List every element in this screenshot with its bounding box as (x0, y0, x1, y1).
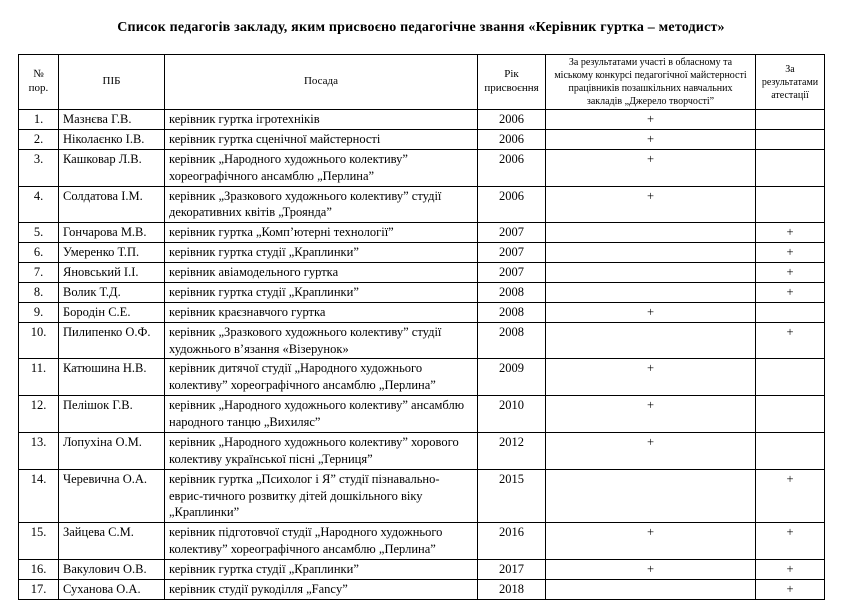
row-contest-mark (546, 322, 756, 359)
row-position: керівник студії рукоділля „Fancy” (165, 579, 478, 599)
row-attestation-mark: + (756, 560, 825, 580)
row-number: 11. (19, 359, 59, 396)
row-attestation-mark (756, 302, 825, 322)
row-attestation-mark: + (756, 579, 825, 599)
row-contest-mark: + (546, 110, 756, 130)
row-year: 2009 (478, 359, 546, 396)
row-year: 2008 (478, 322, 546, 359)
row-number: 3. (19, 149, 59, 186)
row-attestation-mark (756, 359, 825, 396)
row-position: керівник авіамодельного гуртка (165, 263, 478, 283)
table-row (19, 263, 825, 283)
row-attestation-mark: + (756, 469, 825, 523)
table-row (19, 432, 825, 469)
row-person-name: Суханова О.А. (59, 579, 165, 599)
row-attestation-mark (756, 432, 825, 469)
table-row (19, 469, 825, 523)
row-person-name: Лопухіна О.М. (59, 432, 165, 469)
row-attestation-mark (756, 149, 825, 186)
table-row (19, 110, 825, 130)
row-position: керівник підготовчої студії „Народного художнього колективу” хореографічного ансамблю „Перлина” (165, 523, 478, 560)
row-number: 14. (19, 469, 59, 523)
table-row (19, 149, 825, 186)
row-attestation-mark (756, 129, 825, 149)
header-position: Посада (165, 55, 478, 110)
row-year: 2016 (478, 523, 546, 560)
row-contest-mark: + (546, 396, 756, 433)
row-person-name: Гончарова М.В. (59, 223, 165, 243)
row-contest-mark (546, 282, 756, 302)
row-number: 5. (19, 223, 59, 243)
row-attestation-mark: + (756, 282, 825, 302)
row-number: 13. (19, 432, 59, 469)
row-year: 2006 (478, 129, 546, 149)
row-contest-mark: + (546, 302, 756, 322)
page-title: Список педагогів закладу, яким присвоєно педагогічне звання «Керівник гуртка – методист» (117, 20, 725, 35)
row-person-name: Ніколаєнко І.В. (59, 129, 165, 149)
row-number: 15. (19, 523, 59, 560)
row-contest-mark: + (546, 359, 756, 396)
row-position: керівник „Народного художнього колективу” хорового колективу української пісні „Терниця” (165, 432, 478, 469)
row-position: керівник гуртка студії „Краплинки” (165, 560, 478, 580)
row-attestation-mark: + (756, 523, 825, 560)
row-attestation-mark (756, 396, 825, 433)
table-row (19, 322, 825, 359)
row-contest-mark (546, 579, 756, 599)
row-number: 12. (19, 396, 59, 433)
row-attestation-mark (756, 186, 825, 223)
row-year: 2010 (478, 396, 546, 433)
row-number: 16. (19, 560, 59, 580)
row-position: керівник „Народного художнього колективу” ансамблю народного танцю „Вихиляс” (165, 396, 478, 433)
row-contest-mark (546, 223, 756, 243)
row-year: 2007 (478, 263, 546, 283)
row-contest-mark (546, 469, 756, 523)
row-year: 2017 (478, 560, 546, 580)
row-person-name: Яновський І.І. (59, 263, 165, 283)
row-year: 2012 (478, 432, 546, 469)
row-position: керівник „Зразкового художнього колективу” студії декоративних квітів „Троянда” (165, 186, 478, 223)
row-person-name: Волик Т.Д. (59, 282, 165, 302)
header-attestation-results: За результатами атестації (756, 55, 825, 110)
table-row (19, 523, 825, 560)
row-contest-mark: + (546, 523, 756, 560)
row-person-name: Пилипенко О.Ф. (59, 322, 165, 359)
row-position: керівник гуртка студії „Краплинки” (165, 282, 478, 302)
table-row (19, 396, 825, 433)
table-row (19, 243, 825, 263)
row-year: 2015 (478, 469, 546, 523)
table-row (19, 302, 825, 322)
row-year: 2008 (478, 302, 546, 322)
table-row (19, 359, 825, 396)
row-number: 1. (19, 110, 59, 130)
header-row (19, 55, 825, 110)
row-year: 2006 (478, 149, 546, 186)
row-person-name: Солдатова І.М. (59, 186, 165, 223)
row-person-name: Пелішок Г.В. (59, 396, 165, 433)
header-year: Рік присвоєння (478, 55, 546, 110)
row-number: 4. (19, 186, 59, 223)
table-row (19, 186, 825, 223)
row-position: керівник гуртка „Психолог і Я” студії пізнавально-еврис-тичного розвитку дітей дошкільного віку „Краплинки” (165, 469, 478, 523)
row-position: керівник гуртка ігротехніків (165, 110, 478, 130)
row-attestation-mark (756, 110, 825, 130)
header-name: ПІБ (59, 55, 165, 110)
row-person-name: Бородін С.Е. (59, 302, 165, 322)
row-position: керівник гуртка студії „Краплинки” (165, 243, 478, 263)
row-number: 7. (19, 263, 59, 283)
row-year: 2007 (478, 243, 546, 263)
pedagogues-table (18, 54, 825, 600)
row-year: 2008 (478, 282, 546, 302)
row-attestation-mark: + (756, 263, 825, 283)
row-year: 2007 (478, 223, 546, 243)
row-person-name: Катюшина Н.В. (59, 359, 165, 396)
row-year: 2018 (478, 579, 546, 599)
row-person-name: Зайцева С.М. (59, 523, 165, 560)
row-position: керівник гуртка „Комп’ютерні технології” (165, 223, 478, 243)
row-number: 17. (19, 579, 59, 599)
row-position: керівник гуртка сценічної майстерності (165, 129, 478, 149)
row-number: 6. (19, 243, 59, 263)
row-person-name: Вакулович О.В. (59, 560, 165, 580)
row-person-name: Умеренко Т.П. (59, 243, 165, 263)
table-row (19, 129, 825, 149)
row-position: керівник „Народного художнього колективу” хореографічного ансамблю „Перлина” (165, 149, 478, 186)
row-position: керівник „Зразкового художнього колективу” студії художнього в’язання «Візерунок» (165, 322, 478, 359)
header-number: № пор. (19, 55, 59, 110)
table-row (19, 223, 825, 243)
table-body (19, 110, 825, 600)
row-contest-mark: + (546, 560, 756, 580)
row-number: 9. (19, 302, 59, 322)
table-row (19, 282, 825, 302)
row-contest-mark: + (546, 186, 756, 223)
row-contest-mark: + (546, 149, 756, 186)
row-position: керівник дитячої студії „Народного художнього колективу” хореографічного ансамблю „Перлина” (165, 359, 478, 396)
row-attestation-mark: + (756, 243, 825, 263)
row-contest-mark (546, 243, 756, 263)
table-header (19, 55, 825, 110)
row-number: 10. (19, 322, 59, 359)
row-attestation-mark: + (756, 322, 825, 359)
row-person-name: Черевична О.А. (59, 469, 165, 523)
table-row (19, 560, 825, 580)
row-year: 2006 (478, 110, 546, 130)
table-row (19, 579, 825, 599)
row-contest-mark (546, 263, 756, 283)
row-person-name: Мазнєва Г.В. (59, 110, 165, 130)
header-contest-results: За результатами участі в обласному та міському конкурсі педагогічної майстерності працівників позашкільних навчальних закладів „Джерело творчості” (546, 55, 756, 110)
row-number: 8. (19, 282, 59, 302)
row-position: керівник краєзнавчого гуртка (165, 302, 478, 322)
row-number: 2. (19, 129, 59, 149)
row-attestation-mark: + (756, 223, 825, 243)
row-year: 2006 (478, 186, 546, 223)
row-contest-mark: + (546, 129, 756, 149)
row-contest-mark: + (546, 432, 756, 469)
row-person-name: Кашковар Л.В. (59, 149, 165, 186)
